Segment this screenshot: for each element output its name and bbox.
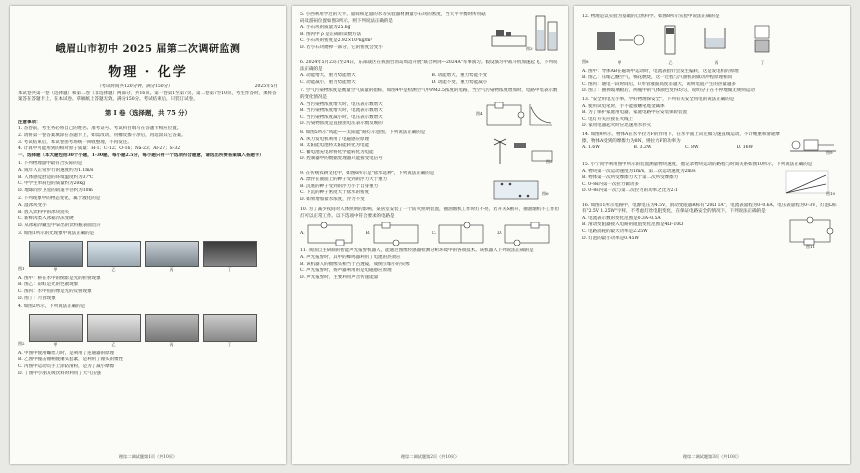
figure-label: 图8 xyxy=(582,59,589,64)
option: D. 家用电器起火时应迅速用水扑灭 xyxy=(582,123,652,129)
figure-5 xyxy=(490,137,560,169)
option: A. 风力发电机利用了电磁感应原理 xyxy=(300,136,370,142)
sensor-circuit-diagram xyxy=(485,102,525,128)
option: C. 蓄电池充电时将化学能转化为电能 xyxy=(300,149,374,155)
figure-caption: 甲 xyxy=(617,59,622,65)
question-13: 13. "安全用电无小事，学好物理保安全"，下列有关安全用电的说法正确的是 xyxy=(582,96,735,102)
page-3 xyxy=(574,6,850,464)
figure-label: 图9 xyxy=(826,149,833,155)
eclipse-photo xyxy=(203,241,257,267)
figure-label: 图1 xyxy=(18,266,25,272)
option: C. 0–8s内第一次拉力做功多 xyxy=(582,181,639,187)
option: D. 图丁：月食现象 xyxy=(18,295,56,301)
figure-caption: 丙 xyxy=(714,59,719,65)
option: B. 该机器人的摄像头相当于凸透镜，成倒立缩小的实像 xyxy=(300,261,410,267)
figure-caption: 乙 xyxy=(111,341,116,347)
generator-experiment-diagram xyxy=(593,24,647,56)
hammer-photo xyxy=(87,314,141,342)
option: B. 3.2W xyxy=(633,145,652,151)
option: B. 图乙：彩虹是光的色散现象 xyxy=(18,282,79,288)
figure-11 xyxy=(786,216,842,250)
figure-caption: 丙 xyxy=(169,341,174,347)
option: C. 8W xyxy=(685,145,699,151)
option: B. 图丙中 ρ 是正确的读数方法 xyxy=(300,31,362,37)
child-drinking-photo xyxy=(203,314,257,342)
option: D. 控制器中的数据处理器只能接受电信号 xyxy=(300,156,383,162)
circuit-d-diagram xyxy=(503,222,553,246)
figure-caption: 乙 xyxy=(668,59,673,65)
bridge-reflection-photo xyxy=(29,241,83,267)
figure-9 xyxy=(788,130,842,160)
question-14: 14. 如图9所示，物体A在水平拉力F的作用下，在水平面上向左做匀速直线运动，不计绳重和滑轮摩擦，物体A受到的摩擦力为8N，则拉力F的功率为 xyxy=(582,131,780,144)
option: D. 污染物浓度是直接由电压表示数反映的 xyxy=(300,121,383,127)
figure-caption: 丁 xyxy=(227,341,232,347)
figure-6 xyxy=(490,177,560,205)
note-item: 3. 考试结束后，本试卷由考场统一回收整理，不再发还。 xyxy=(18,139,132,145)
option: C. 丙图中运动员手上涂防滑粉，是为了减小摩擦 xyxy=(18,364,115,370)
option: D. 若小石块磨掉一部分，它的密度会变小 xyxy=(300,44,383,50)
option: A. 甲图中使用螺丝刀时，是利用了连通器的原理 xyxy=(18,350,115,356)
option: A. 电流表示数的变化范围是0.3A–0.5A xyxy=(582,215,661,221)
question-4: 4. 如图2所示，下列说法正确的是 xyxy=(18,304,86,310)
question-12: 12. 物理是以实验为基础的自然科学。如图8所示实验中说法正确的是 xyxy=(582,14,720,19)
figure-caption: 丙 xyxy=(169,266,174,272)
part1-title: 第 Ⅰ 卷（选择题，共 75 分） xyxy=(104,108,192,117)
option: C. 下沉的种子密度大于盐水的密度 xyxy=(300,190,370,196)
option: C. 当污染物浓度减小时，电压表示数增大 xyxy=(300,114,383,120)
option: C. xyxy=(431,231,437,237)
page-footer: 理综二调试题第3页（共10页） xyxy=(682,454,742,459)
figure-4 xyxy=(476,102,560,128)
circuit-c-diagram xyxy=(437,222,487,246)
option: B. 沉底的种子受到的浮力小于自身重力 xyxy=(300,183,379,189)
circuit-b-diagram xyxy=(372,222,422,246)
option: D. 图丁：抽掉玻璃板后，两瓶中的气体颜色变得均匀，说明分子在不停地做无规则运动 xyxy=(582,88,755,94)
option: D. 地球同步卫星的轨道半径约为10m xyxy=(18,187,93,193)
option: D. 动能不变，重力势能减小 xyxy=(431,79,488,85)
school-title: 峨眉山市初中 2025 届第二次调研监测 xyxy=(55,44,241,55)
figure-label: 图2 xyxy=(18,341,25,347)
option: C. 中学生单肩包的质量约为20kg xyxy=(18,181,85,187)
compression-experiment-diagram xyxy=(651,24,691,56)
option: A. 漂浮在液面上的种子受到的浮力大于重力 xyxy=(300,177,388,183)
option: C. 电路消耗的最大功率是2.25W xyxy=(582,228,648,234)
screwdriver-photo xyxy=(29,314,83,342)
question-16: 16. 如图11所示电路中，电源电压为4.5V，滑动变阻器R标有"20Ω 1A"，电流表量程为0–0.6A，电压表量程为0–3V，灯泡L标有"2.5V 1.25W"字样，不考虑灯丝电阻变化，在保证电路安全的情况下，下列说法正确的是 xyxy=(582,202,837,215)
option: D. xyxy=(497,231,503,237)
option: B. 滑动变阻器接入电路的阻值变化范围是4Ω–10Ω xyxy=(582,222,683,228)
circuit-diagram xyxy=(786,216,836,246)
figure-label: 图3 xyxy=(526,46,533,51)
page-1 xyxy=(10,6,286,464)
figure-caption: 丁 xyxy=(227,266,232,272)
figure-label: 图6 xyxy=(542,191,549,197)
option: B. 动能增大，重力势能不变 xyxy=(431,73,488,79)
option: A. 声光报警时，其中的蜂鸣器利用了电流的热效应 xyxy=(300,254,401,260)
option: A. 成年人正常步行的速度约为1.1m/s xyxy=(18,167,94,173)
figure-2 xyxy=(18,314,278,348)
option: B. 当污染物浓度增大时，电流表示数增大 xyxy=(300,108,383,114)
option: B. 人体感觉舒适的环境温度约为37℃ xyxy=(18,174,94,180)
option: B. 放入饮料中的冰块消失 xyxy=(18,209,70,215)
option: D. 从冰箱冷藏室中拿出的饮料瓶表面出汗 xyxy=(18,222,101,228)
note-item: 1. 答卷前，考生务必将自己的姓名、准考证号、考试科目填写在答题卡相应位置。 xyxy=(18,126,182,132)
exam-info: （考试时间共120分钟，满分150分） xyxy=(96,84,173,89)
option: C. 小石块的密度是2.92×10³kg/m³ xyxy=(300,38,373,44)
balance-cylinder-diagram xyxy=(490,12,560,54)
option: A. 当污染物浓度增大时，电压表示数增大 xyxy=(300,101,383,107)
question-6: 6. 2024年5月23日至24日，东部战区在我国台湾岛周边开展"联合利剑—2024A"军事演习。假设演习中战斗机加速起飞，下列说法正确的是 xyxy=(300,60,558,72)
option: B. 物体第一次所受摩擦力大于第二次所受摩擦力 xyxy=(582,175,679,181)
option: A. 物块第一次运动速度为1m/s，第二次运动速度为2m/s xyxy=(582,168,696,174)
gas-diffusion-diagram xyxy=(743,24,783,56)
figure-caption: 甲 xyxy=(53,266,58,272)
page-footer: 理综二调试题第1页（共10页） xyxy=(118,454,178,459)
option: D. 灯泡的最小功率是0.45W xyxy=(582,235,639,241)
question-2: 2. 下列现象中的物态变化，属于液化的是 xyxy=(18,196,101,202)
exam-date: 2025年5月 xyxy=(254,84,278,89)
page-footer: 理综二调试题第2页（共10页） xyxy=(400,454,460,459)
circuit-a-diagram xyxy=(306,222,356,246)
option: C. 新鲜肉类入冰箱冷冻变硬 xyxy=(18,216,74,222)
option: B. 图乙：压缩乙醚空气，棉花燃烧，这一过程与汽油机的做功冲程原理相同 xyxy=(582,75,733,81)
option: C. 电灯开关应接在火线上 xyxy=(582,116,634,122)
athlete-photo xyxy=(145,314,199,342)
option: D. 声光报警时，主要利用声音传递能量 xyxy=(300,274,379,280)
figure-label: 图5 xyxy=(546,158,553,164)
figure-10 xyxy=(782,169,842,201)
question-8: 8. 如图5所示"风能——太阳能"路灯示意图，下列说法正确的是 xyxy=(300,129,426,135)
resistance-graph xyxy=(527,102,553,128)
salt-water-seeds-diagram xyxy=(490,177,546,201)
figure-8 xyxy=(582,24,842,66)
figure-label: 图4 xyxy=(476,111,483,117)
option: A. 动能增大，重力势能增大 xyxy=(300,73,356,79)
option: C. 动能减小，重力势能增大 xyxy=(300,79,356,85)
option: A. 1.6W xyxy=(582,145,600,151)
question-3: 3. 如图1所示的光现象中说法正确的是 xyxy=(18,231,95,237)
figure-label: 图11 xyxy=(806,243,816,249)
option: A. 使用试电笔时，手不能接触笔尾金属体 xyxy=(582,103,665,109)
page-2 xyxy=(292,6,568,464)
option: C. 图丙：通电一段时间后，U形管液面高度差越大，说明电阻产生的热量越多 xyxy=(582,81,736,87)
option: A. xyxy=(300,231,305,237)
figure-3 xyxy=(490,12,560,58)
note-item: 4. 计算中可能用到的相对原子质量：H-1；C-12；O-16；Na-23；Al-27；S-32 xyxy=(18,146,181,152)
intro-text: 本试卷共第一卷（选择题）和第二卷（非选择题）两部分，共16页。第一卷第1至第7页，第二卷第7至10页，考生作答时，须将答案答在答题卡上，在本试卷、草稿纸上答题无效。满分150分。考试结束后，只装订试卷。 xyxy=(18,90,277,103)
option: D. 16W xyxy=(736,145,754,151)
question-1: 1. 下列物理量中最符合实际的是 xyxy=(18,161,83,167)
note-item: 2. 请将第一卷答案填涂在答题卡上，如需改动，用橡皮擦干净后，再选涂其它答案。 xyxy=(18,132,186,138)
question-7: 7. 空气污染物浓度是衡量空气质量的指标，如图4甲是检测空气中PM2.5浓度的电路，当空气污染物浓度增加时，电路中电表示数的变化情况是 xyxy=(300,88,558,100)
section1-title: 一、选择题（本大题包括30个小题，1-30题，每小题2.5分，每小题只有一个选项符合题意，请选出所要答案填入答题卡） xyxy=(18,152,264,158)
u-tube-experiment-diagram xyxy=(695,24,739,56)
option: B. 乙图中撞击锤柄使锤头套紧，是利用了锤头的惯性 xyxy=(18,357,124,363)
option: D. 丁图中小朋友吸饮料时利用了大气压强 xyxy=(18,370,101,376)
option: C. 声光报警时，扬声器利用的是电磁感应原理 xyxy=(300,268,392,274)
question-11: 11. 我国自主研制的智能声光报警机器人，能通过图像传感器检测分析环境中的各项技术。该机器人下列说法正确的是 xyxy=(300,248,534,254)
figure-1 xyxy=(18,241,278,273)
notes-title: 注意事项： xyxy=(18,119,41,125)
option: A. 图甲：导体AB在磁场中运动时，电流表指针会发生偏转，这是发电机的原理 xyxy=(582,68,739,74)
circuit-options xyxy=(300,222,560,246)
option: D. 0–8s内第一次与第二次拉力的功率之比为2:1 xyxy=(582,188,678,194)
fish-photo xyxy=(145,241,199,267)
question-9: 9. 在传统农耕文化中，如图6所示是"盐水选种"，下列说法正确的是 xyxy=(300,170,435,176)
option: A. 小石块的质量为25.6g xyxy=(300,25,351,31)
option: B. xyxy=(365,231,371,237)
figure-caption: 丁 xyxy=(760,59,765,65)
distance-time-graph xyxy=(782,169,832,197)
option: C. 图丙：水中鱼的像是光的反射现象 xyxy=(18,289,92,295)
figure-label: 图10 xyxy=(826,190,836,196)
rainbow-photo xyxy=(87,241,141,267)
option: B. 太阳能电池将太阳能转化为电能 xyxy=(300,143,370,149)
question-15: 15. 小宁同学利用图甲所示的装置测量物块速度，他记录物块运动的路程与时间关系如图10所示，下列说法正确的是 xyxy=(582,161,813,167)
question-5: 5. 小西利用学过的天平、量筒和足量的水等实验器材测量小石块的密度，当天平平衡时所用砝码及游码位置如图3所示，则下列说法正确的是 xyxy=(300,12,486,24)
option: D. 如果增加盐水浓度，浮力不变 xyxy=(300,196,365,202)
option: A. 图甲：桥在水中的倒影是光的折射现象 xyxy=(18,275,101,281)
question-10: 10. 为了减少夜间对人体照明的影响，某居室安装了一个防火照明装置，抽油烟机工作时灯不亮，若开关S断开，抽油烟机不工作但灯可以正常工作。以下选项中符合要求的电路是 xyxy=(300,207,560,219)
subject-title: 物理 · 化学 xyxy=(108,65,188,80)
figure-caption: 乙 xyxy=(111,266,116,272)
figure-caption: 甲 xyxy=(53,341,58,347)
option: B. 为了保护家庭用电器，家庭电路中应安装保险装置 xyxy=(582,110,688,116)
option: A. 湿冰块变小 xyxy=(18,202,47,208)
